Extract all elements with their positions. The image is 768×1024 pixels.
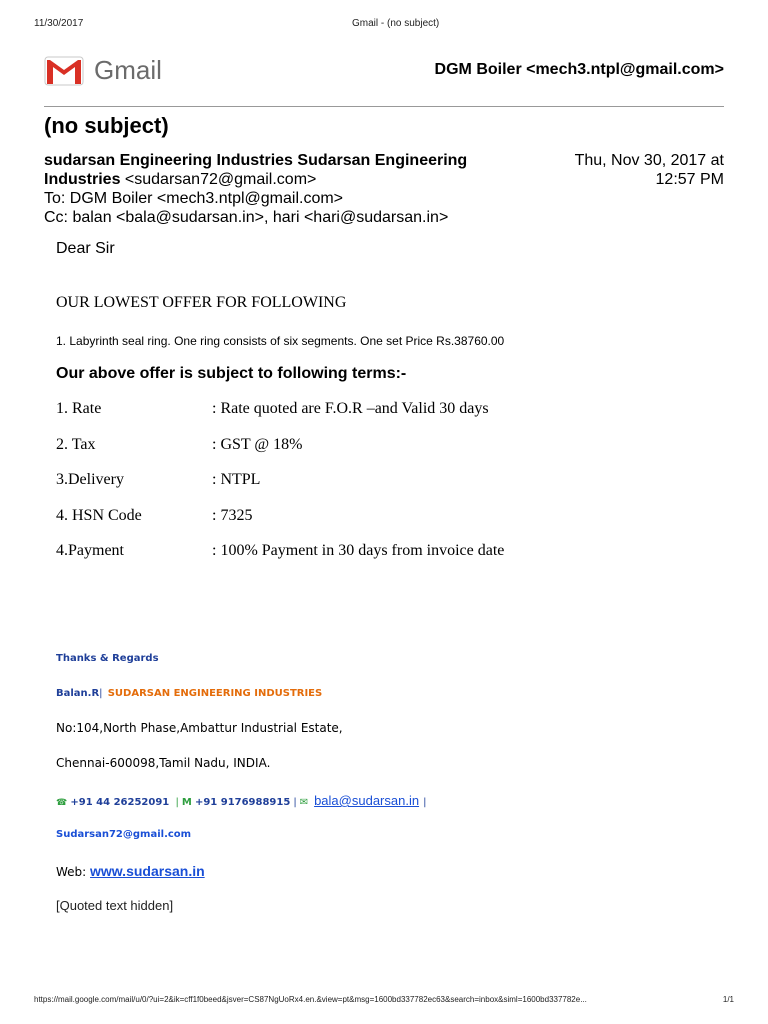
phone-number: +91 44 26252091 [70,797,170,808]
address-line-1: No:104,North Phase,Ambattur Industrial Estate, [56,721,343,735]
mail-icon: ✉ [299,797,309,808]
term-value: : 100% Payment in 30 days from invoice date [212,542,505,559]
to-line: To: DGM Boiler <mech3.ntpl@gmail.com> [44,190,344,207]
term-row [56,400,101,418]
message-time: 12:57 PM [655,171,724,188]
web-label: Web: [56,865,91,879]
term-value: : 7325 [212,507,253,524]
term-value: : GST @ 18% [212,436,303,453]
offer-heading: OUR LOWEST OFFER FOR FOLLOWING [56,294,347,311]
account-label: DGM Boiler <mech3.ntpl@gmail.com> [434,61,724,78]
print-url: https://mail.google.com/mail/u/0/?ui=2&ik=cff1f0beed&jsver=CS87NgUoRx4.en.&view=pt&msg=1600bd337782ec63&search=inbox&siml=1600bd337782e... [34,995,587,1004]
gmail-wordmark: Gmail [94,55,162,85]
email-link[interactable]: bala@sudarsan.in [314,793,420,808]
sender-line2 [44,171,316,189]
mobile-prefix: M [181,797,192,808]
signature-company: SUDARSAN ENGINEERING INDUSTRIES [107,688,323,699]
sender-name-cont: Industries [44,171,121,188]
separator: | [293,797,297,808]
email-subject: (no subject) [44,113,169,138]
greeting: Dear Sir [56,240,115,257]
gmail-logo[interactable] [44,52,174,92]
print-title: Gmail - (no subject) [352,18,440,29]
message-date: Thu, Nov 30, 2017 at [574,152,724,169]
separator: | [175,797,179,808]
signature-thanks: Thanks & Regards [56,653,159,664]
signature-email2[interactable]: Sudarsan72@gmail.com [56,829,192,840]
separator: | [99,688,103,699]
term-label: 1. Rate [56,400,102,417]
cc-line: Cc: balan <bala@sudarsan.in>, hari <hari@sudarsan.in> [44,209,449,226]
header-divider [44,106,724,107]
term-value: : NTPL [212,471,261,488]
term-label: 4. HSN Code [56,507,142,524]
website-link[interactable]: www.sudarsan.in [90,863,205,879]
quoted-text-toggle[interactable]: [Quoted text hidden] [56,898,174,913]
term-label: 2. Tax [56,436,96,453]
print-date: 11/30/2017 [34,18,84,29]
separator: | [423,797,427,808]
phone-icon: ☎ [56,798,68,808]
page-number: 1/1 [722,995,734,1004]
signature-name: Balan.R [56,688,100,699]
sender-email: <sudarsan72@gmail.com> [120,171,317,188]
term-label: 3.Delivery [56,471,124,488]
address-line-2: Chennai-600098,Tamil Nadu, INDIA. [56,756,271,770]
signature-name-line [56,688,322,699]
web-line [56,863,205,879]
offer-item: 1. Labyrinth seal ring. One ring consists of six segments. One set Price Rs.38760.00 [56,334,505,348]
gmail-envelope-icon [44,56,84,86]
term-label: 4.Payment [56,542,124,559]
sender-name: sudarsan Engineering Industries Sudarsan Engineering [44,152,468,169]
term-value: : Rate quoted are F.O.R –and Valid 30 days [212,400,489,417]
contact-line [56,793,426,808]
mobile-number: +91 9176988915 [194,797,291,808]
terms-heading: Our above offer is subject to following terms:- [56,365,407,382]
